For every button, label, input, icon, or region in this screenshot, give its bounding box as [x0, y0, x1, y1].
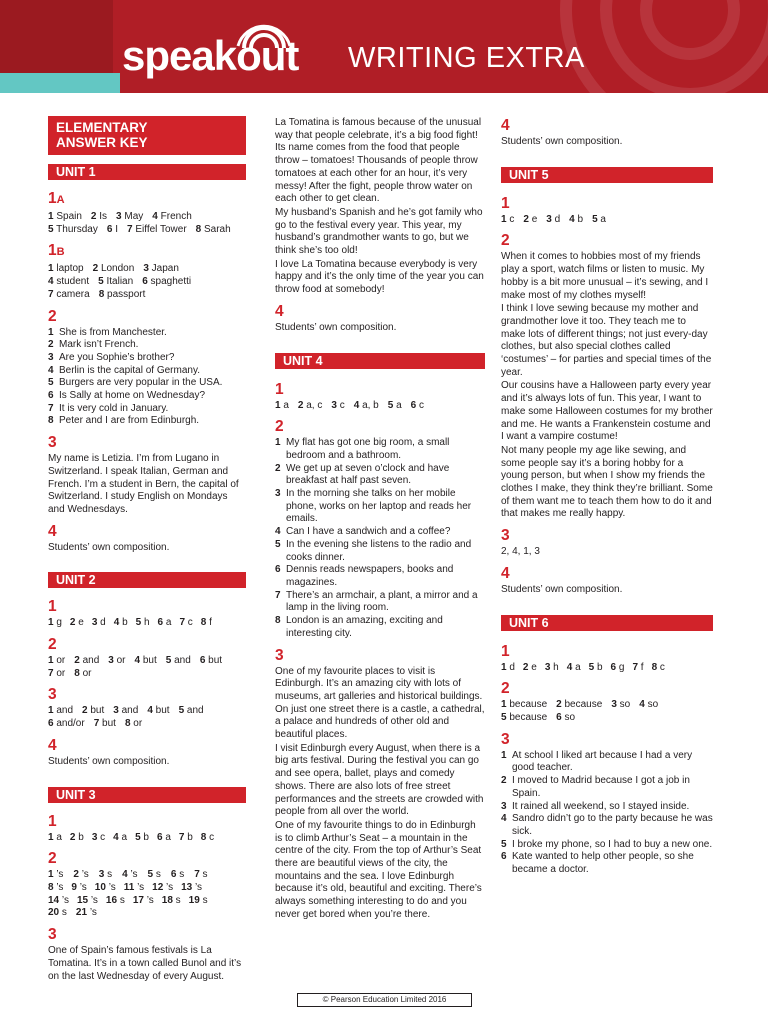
list-item: 4 Sandro didn’t go to the party because he was sick.: [501, 813, 713, 837]
answer-row: 1 d 2 e 3 h 4 a 5 b 6 g 7 f 8 c: [501, 661, 665, 673]
exercise-number: 1: [48, 812, 57, 830]
exercise-number: 1: [275, 380, 284, 398]
exercise-number: 4: [501, 564, 510, 582]
answer-text: 2, 4, 1, 3: [501, 546, 540, 558]
answer-paragraph: I think I love sewing because my mother and grandmother love it too. They teach me to make lots of different things; not just every-day clothes, but also special clothes called ‘costumes’ – for parties and special times of the year.: [501, 303, 712, 378]
list-item: 6 Kate wanted to help other people, so she became a doctor.: [501, 851, 694, 876]
exercise-number: 2: [275, 418, 284, 436]
answer-paragraph: I love La Tomatina because everybody is very happy and it’s the only time of the year you can throw food at somebody!: [275, 258, 484, 296]
copyright-footer: © Pearson Education Limited 2016: [297, 993, 472, 1007]
exercise-number: 3: [48, 434, 57, 452]
list-item: 6 Dennis reads newspapers, books and magazines.: [275, 564, 454, 588]
unit-heading: UNIT 4: [275, 353, 485, 369]
page-title: ELEMENTARY ANSWER KEY: [48, 116, 246, 155]
answer-row: 1 because 2 because 3 so 4 so: [501, 699, 659, 711]
exercise-number: 3: [48, 686, 57, 704]
column-1: [48, 116, 246, 984]
exercise-number: 1: [501, 194, 510, 212]
list-item: 1 My flat has got one big room, a small bedroom and a bathroom.: [275, 437, 450, 461]
exercise-number: 3: [275, 646, 284, 664]
product-title: WRITING EXTRA: [348, 42, 585, 74]
list-item: 6 Is Sally at home on Wednesday?: [48, 390, 206, 402]
list-item: 2 We get up at seven o’clock and have breakfast at half past seven.: [275, 462, 450, 487]
exercise-number: 2: [501, 232, 510, 250]
list-item: 5 Burgers are very popular in the USA.: [48, 377, 223, 389]
list-item: 5 In the evening she listens to the radio and cooks dinner.: [275, 538, 472, 563]
list-item: 4 Can I have a sandwich and a coffee?: [275, 526, 451, 538]
answer-row: 1 ’s 2 ’s 3 s 4 ’s 5 s 6 s 7 s: [48, 869, 208, 881]
answer-row: 14 ’s 15 ’s 16 s 17 ’s 18 s 19 s: [48, 894, 208, 906]
exercise-number: 1A: [48, 190, 65, 207]
list-item: 5 I broke my phone, so I had to buy a new one.: [501, 838, 713, 850]
answer-row: 4 student 5 Italian 6 spaghetti: [48, 276, 192, 288]
list-item: 1 At school I liked art because I had a very good teacher.: [501, 749, 693, 774]
list-item: 2 Mark isn’t French.: [48, 339, 139, 351]
answer-paragraph: Our cousins have a Halloween party every year and it’s always lots of fun. This year, I want to make some Halloween costumes for my brother and me. He wants a Frankenstein costume and I want a vampire costume!: [501, 380, 713, 443]
exercise-number: 4: [275, 302, 284, 320]
answer-text: Students’ own composition.: [48, 541, 170, 553]
exercise-number: 4: [501, 117, 510, 134]
answer-row: 7 camera 8 passport: [48, 288, 146, 300]
answer-paragraph: My husband’s Spanish and he’s got family who go to the festival every year. This year, my husband’s grandmother wants to go, but we think she’s too old!: [275, 206, 483, 257]
exercise-number: 1B: [48, 242, 65, 260]
list-item: 8 London is an amazing, exciting and interesting city.: [275, 615, 443, 639]
unit-heading: UNIT 6: [501, 615, 713, 631]
answer-paragraph: One of my favourite things to do in Edinburgh is to climb Arthur’s Seat – a mountain in the centre of the city. From the top of Arthur’s Seat there are beautiful views of the city, the mountains and the sea. I love Edinburgh because it’s old, beautiful and exciting. There’s always something interesting to do and you never get bored when you’re there.: [275, 819, 482, 920]
exercise-number: 1: [501, 642, 510, 660]
answer-row: 5 Thursday 6 I 7 Eiffel Tower 8 Sarah: [48, 223, 231, 235]
unit-heading: UNIT 5: [501, 167, 713, 183]
answer-row: 1 Spain 2 Is 3 May 4 French: [48, 211, 192, 222]
unit-heading: UNIT 3: [48, 787, 246, 803]
list-item: 4 Berlin is the capital of Germany.: [48, 364, 200, 376]
exercise-number: 4: [48, 736, 57, 754]
answer-row: 1 or 2 and 3 or 4 but 5 and 6 but: [48, 655, 223, 667]
unit-heading: UNIT 1: [48, 164, 246, 180]
answer-row: 8 ’s 9 ’s 10 ’s 11 ’s 12 ’s 13 ’s: [48, 881, 203, 893]
exercise-number: 2: [48, 636, 57, 654]
list-item: 1 She is from Manchester.: [48, 326, 167, 338]
list-item: 8 Peter and I are from Edinburgh.: [48, 415, 200, 427]
answer-paragraph: Not many people my age like sewing, and some people say it’s a boring hobby for a young person, but when I show my friends the clothes I make, they think they’re brilliant. Some of them want me to teach them how to do it and that makes me really happy.: [501, 444, 713, 520]
speakout-logo: speakout: [122, 32, 299, 79]
exercise-number: 2: [48, 307, 57, 325]
answer-row: 7 or 8 or: [48, 667, 92, 679]
exercise-number: 1: [48, 598, 57, 616]
list-item: 3 In the morning she talks on her mobile phone, works on her laptop and reads her emails.: [275, 488, 472, 525]
answer-row: 20 s 21 ’s: [48, 907, 97, 919]
answer-paragraph: One of my favourite places to visit is Edinburgh. It’s an amazing city with lots of museums, art galleries and historical buildings. On just one street there is a castle, a cathedral, a palace and hundreds of other old and beautiful places.: [275, 665, 485, 741]
answer-text: Students’ own composition.: [275, 321, 397, 333]
answer-row: 1 c 2 e 3 d 4 b 5 a: [501, 213, 606, 225]
list-item: 2 I moved to Madrid because I got a job in Spain.: [501, 775, 690, 799]
answer-row: 1 laptop 2 London 3 Japan: [48, 263, 179, 275]
exercise-number: 2: [48, 850, 57, 868]
exercise-number: 3: [501, 730, 510, 748]
answer-row: 1 a 2 a, c 3 c 4 a, b 5 a 6 c: [275, 399, 424, 411]
answer-text: Students’ own composition.: [501, 136, 623, 147]
answer-text: Students’ own composition.: [48, 755, 170, 767]
answer-row: 1 g 2 e 3 d 4 b 5 h 6 a 7 c 8 f: [48, 617, 212, 629]
answer-row: 5 because 6 so: [501, 711, 576, 723]
list-item: 7 It is very cold in January.: [48, 402, 169, 414]
column-2: [275, 117, 485, 923]
answer-paragraph: I visit Edinburgh every August, when there is a big arts festival. During the festival you can go and see opera, ballet, plays and comedy shows. There are also lots of free street performances and the streets are crowded with people from all over the world.: [275, 742, 484, 818]
unit-heading: UNIT 2: [48, 572, 246, 588]
exercise-number: 4: [48, 522, 57, 540]
list-item: 3 It rained all weekend, so I stayed inside.: [501, 800, 690, 812]
column-3: [501, 117, 713, 877]
answer-row: 1 a 2 b 3 c 4 a 5 b 6 a 7 b 8 c: [48, 831, 215, 843]
list-item: 3 Are you Sophie’s brother?: [48, 351, 175, 363]
exercise-number: 3: [501, 527, 510, 545]
answer-paragraph: La Tomatina is famous because of the unusual way that people celebrate, it’s a big food fight! Its name comes from the food that people throw – tomatoes! Thousands of people throw tomatoes at each other for an hour, it’s very messy! After the fight, people throw water on each other to get clean.: [275, 117, 482, 205]
answer-text: Students’ own composition.: [501, 583, 623, 595]
answer-paragraph: My name is Letizia. I’m from Lugano in Switzerland. I speak Italian, German and French. I’m a student in Bern, the capital of Switzerland. I study English on Mondays and Wednesdays.: [48, 453, 239, 515]
answer-row: 6 and/or 7 but 8 or: [48, 718, 143, 730]
teal-accent-bar: [0, 73, 120, 93]
answer-paragraph: One of Spain’s famous festivals is La Tomatina. It’s in a town called Bunol and it’s on the last Wednesday of every August.: [48, 945, 242, 982]
answer-paragraph: When it comes to hobbies most of my friends play a sport, watch films or listen to music. My hobby is a bit more unusual – it’s sewing, and I make most of my clothes myself!: [501, 251, 709, 301]
answer-row: 1 and 2 but 3 and 4 but 5 and: [48, 705, 204, 717]
exercise-number: 3: [48, 926, 57, 944]
list-item: 7 There’s an armchair, a plant, a mirror and a lamp in the living room.: [275, 589, 478, 614]
exercise-number: 2: [501, 680, 510, 698]
